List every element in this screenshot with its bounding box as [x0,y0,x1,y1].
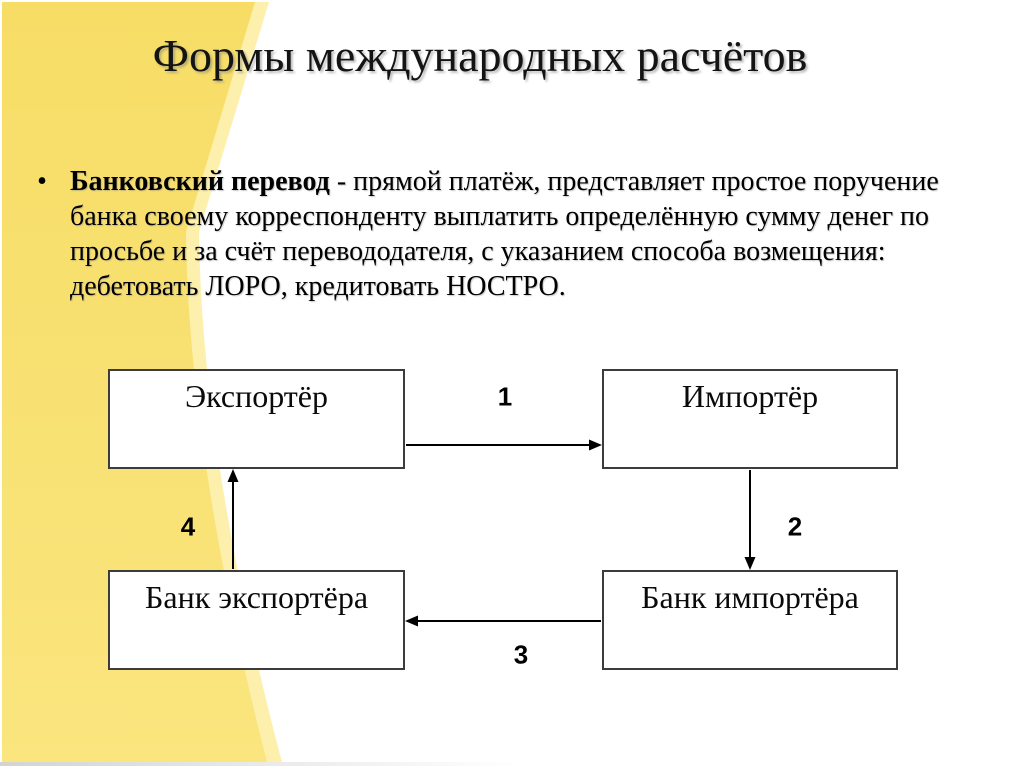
slide-title: Формы международных расчётов [152,30,808,81]
body-paragraph [70,164,939,304]
box-exporter-label: Экспортёр [185,378,328,414]
slide-bottom-shadow [0,762,520,766]
arrow-label-4: 4 [180,511,196,542]
paragraph-line-1 [70,164,939,199]
arrow-label-2: 2 [787,511,803,542]
box-exporter [108,369,405,469]
box-importer [602,369,898,469]
box-importer-label: Импортёр [681,378,819,414]
bullet-marker: • [37,166,47,197]
box-exporter-bank [108,570,405,670]
paragraph-bold-lead: Банковский перевод [70,166,330,197]
paragraph-line-4: дебетовать ЛОРО, кредитовать НОСТРО. [70,271,566,302]
box-exporter-bank-label: Банк экспортёра [144,579,369,615]
box-importer-bank-label: Банк импортёра [641,579,859,615]
paragraph-line-3: просьбе и за счёт перевододателя, с указанием способа возмещения: [70,236,886,267]
paragraph-line-2: банка своему корреспонденту выплатить определённую сумму денег по [70,201,930,232]
arrow-label-1: 1 [497,381,513,412]
arrow-label-3: 3 [513,639,529,670]
paragraph-line-1-rest: - прямой платёж, представляет простое поручение [329,166,939,197]
box-importer-bank [602,570,898,670]
